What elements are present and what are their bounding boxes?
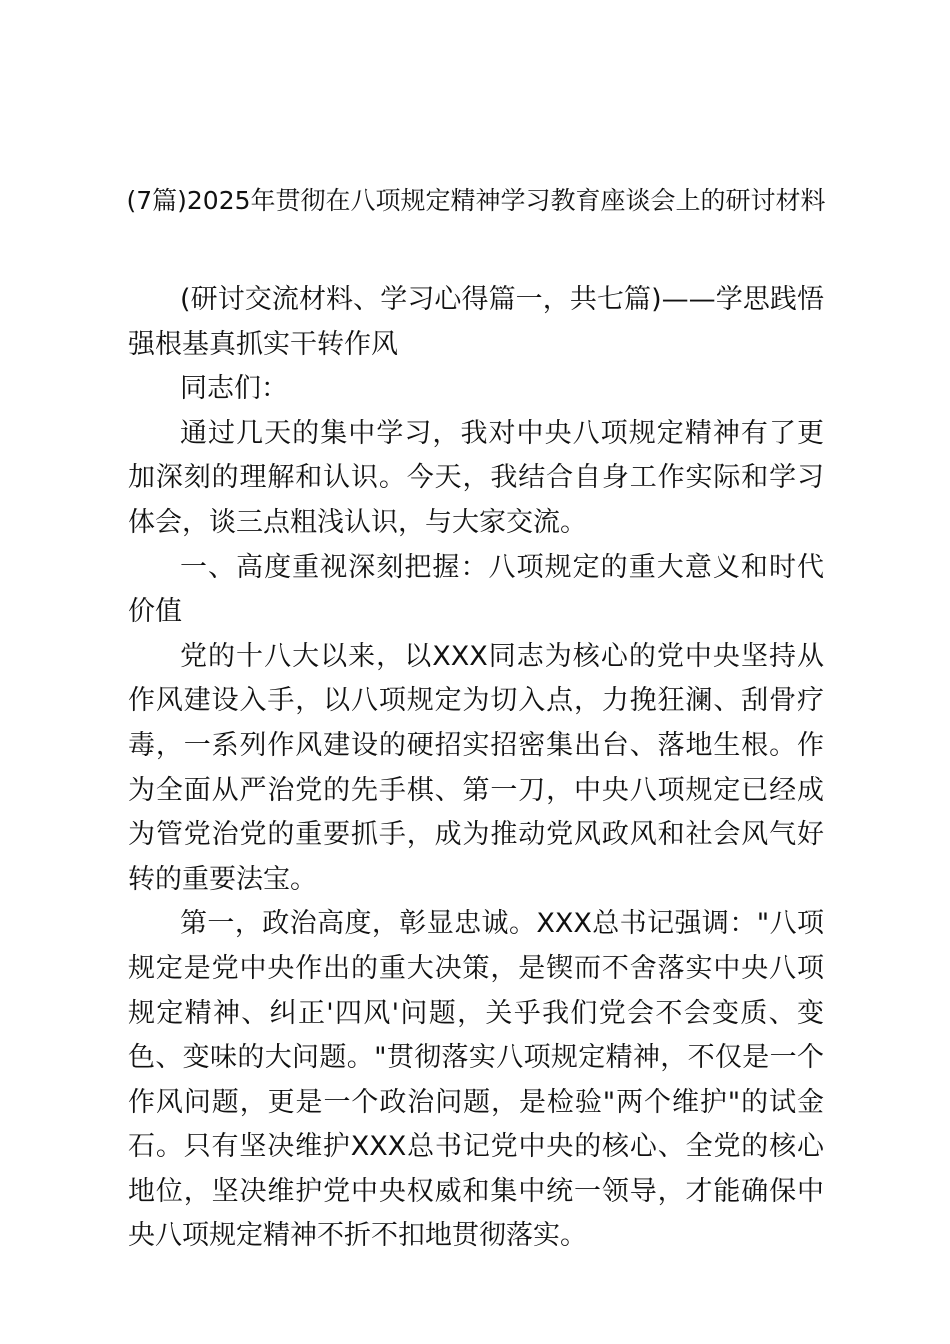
document-body bbox=[128, 278, 824, 1259]
body-paragraph: 党的十八大以来，以XXX同志为核心的党中央坚持从作风建设入手，以八项规定为切入点，力挽狂澜、刮骨疗毒，一系列作风建设的硬招实招密集出台、落地生根。作为全面从严治党的先手棋、第一刀，中央八项规定已经成为管党治党的重要抓手，成为推动党风政风和社会风气好转的重要法宝。 bbox=[128, 640, 824, 895]
section-heading-1: 一、高度重视深刻把握：八项规定的重大意义和时代价值 bbox=[128, 551, 824, 628]
document-title: (7篇)2025年贯彻在八项规定精神学习教育座谈会上的研讨材料 bbox=[126, 186, 826, 215]
intro-paragraph: 通过几天的集中学习，我对中央八项规定精神有了更加深刻的理解和认识。今天，我结合自身工作实际和学习体会，谈三点粗浅认识，与大家交流。 bbox=[128, 417, 824, 538]
salutation-paragraph: 同志们： bbox=[180, 373, 288, 405]
body-paragraph: 第一，政治高度，彰显忠诚。XXX总书记强调："八项规定是党中央作出的重大决策，是锲而不舍落实中央八项规定精神、纠正'四风'问题，关乎我们党会不会变质、变色、变味的大问题。"贯彻落实八项规定精神，不仅是一个作风问题，更是一个政治问题，是检验"两个维护"的试金石。只有坚决维护XXX总书记党中央的核心、全党的核心地位，坚决维护党中央权威和集中统一领导，才能确保中央八项规定精神不折不扣地贯彻落实。 bbox=[128, 908, 824, 1252]
subtitle-paragraph: (研讨交流材料、学习心得篇一，共七篇)——学思践悟强根基真抓实干转作风 bbox=[128, 284, 824, 360]
